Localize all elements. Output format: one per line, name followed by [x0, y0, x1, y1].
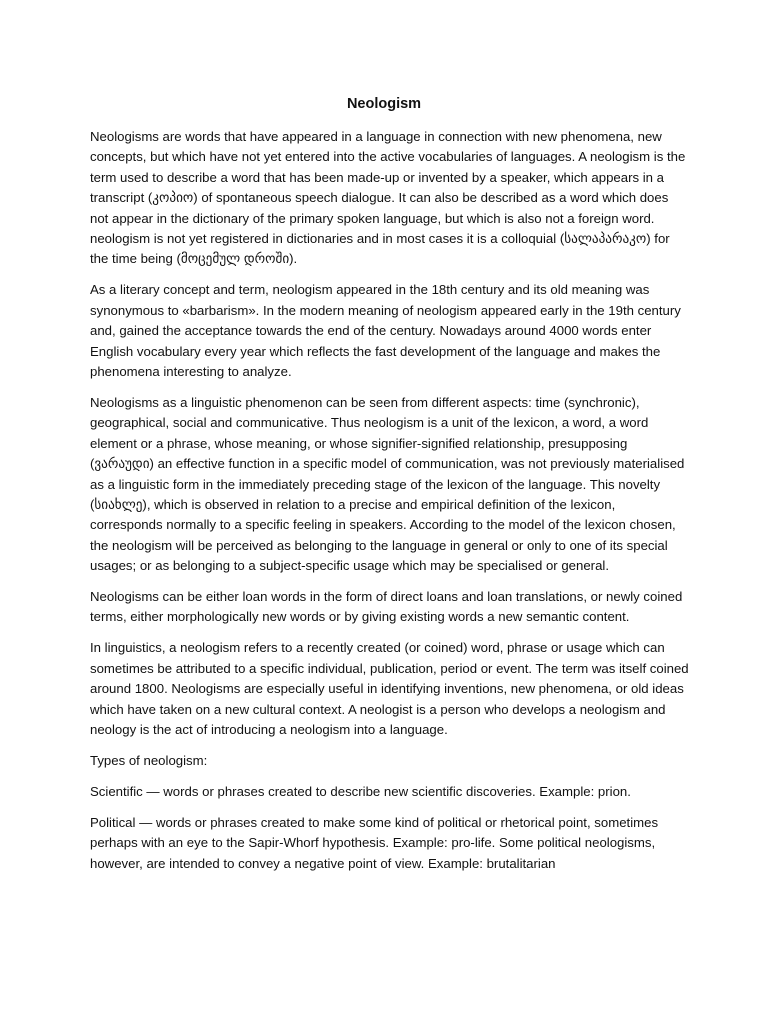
paragraph-loan-words: Neologisms can be either loan words in the form of direct loans and loan translations, or newly coined terms, either morphologically new words or by giving existing words a new semantic content.: [90, 589, 683, 625]
paragraph-definition: Neologisms are words that have appeared in a language in connection with new phenomena, new concepts, but which have not yet entered into the active vocabularies of languages. A neologism is the term used to describe a word that has been made-up or invented by a speaker, which appears in a transcript (კოპიო) of spontaneous speech dialogue. It can also be described as a word which does not appear in the dictionary of the primary spoken language, but which is also not a foreign word. neologism is not yet registered in dictionaries and in most cases it is a colloquial (სალაპარაკო) for the time being (მოცემულ დროში).: [90, 129, 686, 267]
document-body: [90, 127, 690, 884]
paragraph-linguistics: In linguistics, a neologism refers to a recently created (or coined) word, phrase or usage which can sometimes be attributed to a specific individual, publication, period or event. The term was itself coined around 1800. Neologisms are especially useful in identifying inventions, new phenomena, or old ideas which have taken on a new cultural context. A neologist is a person who develops a neologism and neology is the act of introducing a neologism into a language.: [90, 640, 689, 737]
paragraph-scientific: Scientific — words or phrases created to describe new scientific discoveries. Example: prion.: [90, 783, 631, 799]
paragraph-history: As a literary concept and term, neologism appeared in the 18th century and its old meaning was synonymous to «barbarism». In the modern meaning of neologism appeared early in the 19th century and, gained the acceptance towards the end of the century. Nowadays around 4000 words enter English vocabulary every year which reflects the fast development of the language and makes the phenomena interesting to analyze.: [90, 282, 681, 379]
paragraph-political: Political — words or phrases created to make some kind of political or rhetorical point, sometimes perhaps with an eye to the Sapir-Whorf hypothesis. Example: pro-life. Some political neologisms, however, are intended to convey a negative point of view. Example: brutalitarian: [90, 814, 659, 871]
paragraph-types-heading: Types of neologism:: [90, 752, 208, 768]
paragraph-aspects: Neologisms as a linguistic phenomenon can be seen from different aspects: time (synchronic), geographical, social and communicative. Thus neologism is a unit of the lexicon, a word, a word element or a phrase, whose meaning, or whose signifier-signified relationship, presupposing (ვარაუდი) an effective function in a specific model of communication, was not previously materialised as a linguistic form in the immediately preceding stage of the lexicon of the language. This novelty (სიახლე), which is observed in relation to a precise and empirical definition of the lexicon, corresponds normally to a specific feeling in speakers. According to the model of the lexicon chosen, the neologism will be perceived as belonging to the language in general or only to one of its special usages; or as belonging to a subject-specific usage which may be specialised or general.: [90, 394, 685, 574]
page-title: Neologism: [346, 96, 422, 112]
